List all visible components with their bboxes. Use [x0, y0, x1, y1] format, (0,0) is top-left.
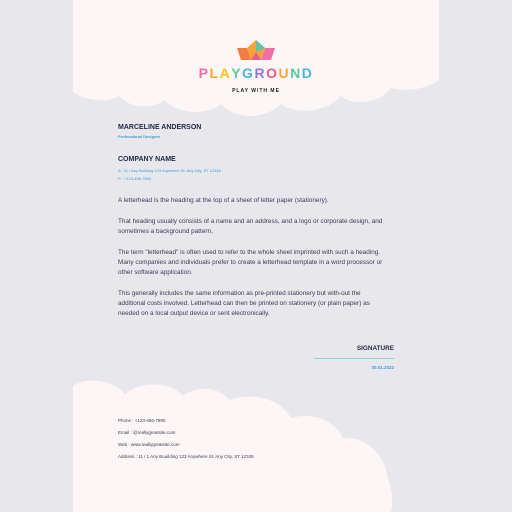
- brand-wordmark: [73, 65, 439, 81]
- body-paragraph: A letterhead is the heading at the top of a sheet of letter paper (stationery).: [118, 197, 329, 204]
- contact-email: Email : @reallygreatsite.com: [118, 430, 176, 435]
- brand-letter: R: [254, 65, 267, 81]
- contact-address: Address : 11 / 1 Any Buuilding 123 Anywhere St. Any City, ST 12345: [118, 454, 254, 459]
- body-paragraph: This generally includes the same information as pre-printed stationery but with-out the additional costs involved. Letterhead can then be printed on stationery (or plain paper) as needed on a local output device or sent electronically.: [118, 290, 370, 317]
- company-phone: P : +123-456-7890: [118, 176, 152, 181]
- brand-letter: A: [219, 65, 232, 81]
- signature-label: SIGNATURE: [356, 345, 394, 352]
- contact-web: Web : www.reallygreatsite.com: [118, 442, 180, 447]
- company-name: COMPANY NAME: [118, 156, 176, 163]
- paper-boat-icon: [237, 40, 275, 62]
- letter-body: [118, 196, 384, 330]
- signature-date: 30.01.2022: [371, 365, 394, 370]
- brand-letter: Y: [231, 65, 243, 81]
- sender-name: MARCELINE ANDERSON: [118, 124, 202, 131]
- brand-letter: L: [209, 65, 220, 81]
- brand-letter: N: [290, 65, 302, 81]
- sender-title: Professional Designer: [118, 134, 161, 139]
- letterhead-page: [73, 0, 439, 512]
- signature-line: [314, 358, 394, 359]
- body-paragraph: That heading usually consists of a name and an address, and a logo or corporate design, and sometimes a background pattern.: [118, 218, 383, 235]
- brand-letter: P: [198, 65, 210, 81]
- company-address: A : 11 / Any Building 123 Anywhere St. Any City, ST 12345: [118, 168, 221, 173]
- body-paragraph: The term "letterhead" is often used to refer to the whole sheet imprinted with such a heading. Many companies and individuals prefer to create a letterhead template in a word processor or other software application.: [118, 249, 383, 276]
- brand-letter: D: [301, 65, 314, 81]
- brand-letter: G: [242, 65, 255, 81]
- brand-letter: O: [266, 65, 279, 81]
- contact-phone: Phone : +123-456-7890: [118, 418, 166, 423]
- brand-tagline: PLAY WITH ME: [232, 88, 280, 94]
- brand-letter: U: [278, 65, 291, 81]
